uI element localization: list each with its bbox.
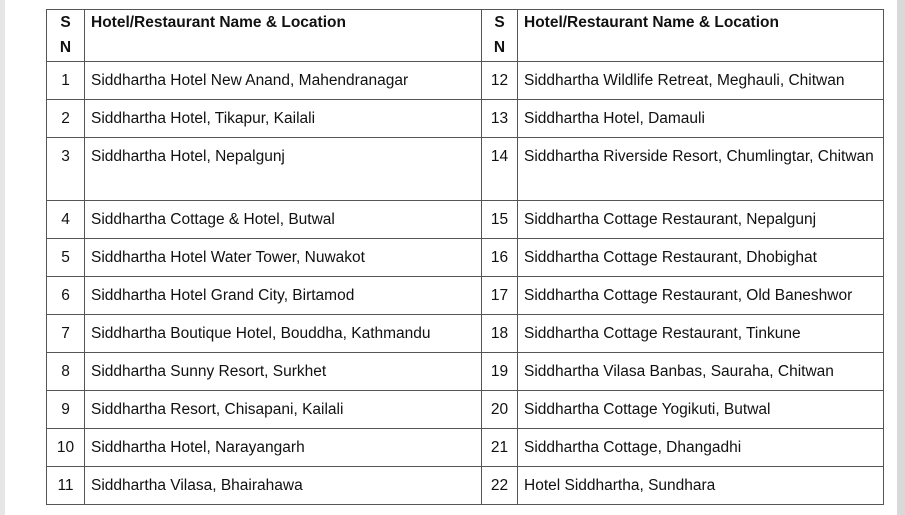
table-row: [47, 429, 884, 467]
right-sn-cell: 22: [482, 467, 518, 505]
name-header-right: Hotel/Restaurant Name & Location: [518, 10, 884, 62]
table-row: [47, 467, 884, 505]
left-name-cell: Siddhartha Cottage & Hotel, Butwal: [85, 201, 482, 239]
left-name-cell: Siddhartha Hotel, Tikapur, Kailali: [85, 100, 482, 138]
left-name-cell: Siddhartha Hotel, Narayangarh: [85, 429, 482, 467]
table-row: [47, 62, 884, 100]
right-sn-cell: 15: [482, 201, 518, 239]
left-sn-cell: 10: [47, 429, 85, 467]
right-name-cell: Siddhartha Cottage Yogikuti, Butwal: [518, 391, 884, 429]
name-header-left: Hotel/Restaurant Name & Location: [85, 10, 482, 62]
left-sn-cell: 9: [47, 391, 85, 429]
right-sn-cell: 13: [482, 100, 518, 138]
table-row: [47, 315, 884, 353]
table-row: [47, 391, 884, 429]
left-sn-cell: 6: [47, 277, 85, 315]
right-name-cell: Siddhartha Cottage Restaurant, Nepalgunj: [518, 201, 884, 239]
left-sn-cell: 11: [47, 467, 85, 505]
right-name-cell: Siddhartha Cottage Restaurant, Dhobighat: [518, 239, 884, 277]
page-left-shadow: [0, 0, 5, 515]
right-name-cell: Siddhartha Wildlife Retreat, Meghauli, Chitwan: [518, 62, 884, 100]
table-row: [47, 353, 884, 391]
left-sn-cell: 1: [47, 62, 85, 100]
table-header-row: [47, 10, 884, 62]
left-sn-cell: 2: [47, 100, 85, 138]
sn-header-right: S N: [482, 10, 518, 62]
left-name-cell: Siddhartha Hotel New Anand, Mahendranagar: [85, 62, 482, 100]
right-name-cell: Siddhartha Riverside Resort, Chumlingtar, Chitwan: [518, 138, 884, 201]
left-name-cell: Siddhartha Vilasa, Bhairahawa: [85, 467, 482, 505]
hotel-list-table: [46, 9, 884, 505]
right-sn-cell: 17: [482, 277, 518, 315]
left-name-cell: Siddhartha Hotel Grand City, Birtamod: [85, 277, 482, 315]
right-name-cell: Siddhartha Hotel, Damauli: [518, 100, 884, 138]
right-sn-cell: 12: [482, 62, 518, 100]
left-sn-cell: 3: [47, 138, 85, 201]
left-name-cell: Siddhartha Hotel Water Tower, Nuwakot: [85, 239, 482, 277]
right-sn-cell: 14: [482, 138, 518, 201]
right-sn-cell: 19: [482, 353, 518, 391]
right-name-cell: Siddhartha Vilasa Banbas, Sauraha, Chitwan: [518, 353, 884, 391]
right-name-cell: Siddhartha Cottage, Dhangadhi: [518, 429, 884, 467]
right-name-cell: Siddhartha Cottage Restaurant, Old Baneshwor: [518, 277, 884, 315]
left-name-cell: Siddhartha Hotel, Nepalgunj: [85, 138, 482, 201]
right-sn-cell: 18: [482, 315, 518, 353]
left-sn-cell: 8: [47, 353, 85, 391]
right-sn-cell: 16: [482, 239, 518, 277]
table-row: [47, 201, 884, 239]
right-sn-cell: 21: [482, 429, 518, 467]
left-sn-cell: 5: [47, 239, 85, 277]
left-sn-cell: 7: [47, 315, 85, 353]
left-name-cell: Siddhartha Resort, Chisapani, Kailali: [85, 391, 482, 429]
table-row: [47, 239, 884, 277]
right-name-cell: Hotel Siddhartha, Sundhara: [518, 467, 884, 505]
left-name-cell: Siddhartha Boutique Hotel, Bouddha, Kathmandu: [85, 315, 482, 353]
right-sn-cell: 20: [482, 391, 518, 429]
left-sn-cell: 4: [47, 201, 85, 239]
page-right-shadow: [897, 0, 905, 515]
table-row: [47, 277, 884, 315]
table-row: [47, 138, 884, 201]
left-name-cell: Siddhartha Sunny Resort, Surkhet: [85, 353, 482, 391]
right-name-cell: Siddhartha Cottage Restaurant, Tinkune: [518, 315, 884, 353]
table-row: [47, 100, 884, 138]
sn-header-left: S N: [47, 10, 85, 62]
